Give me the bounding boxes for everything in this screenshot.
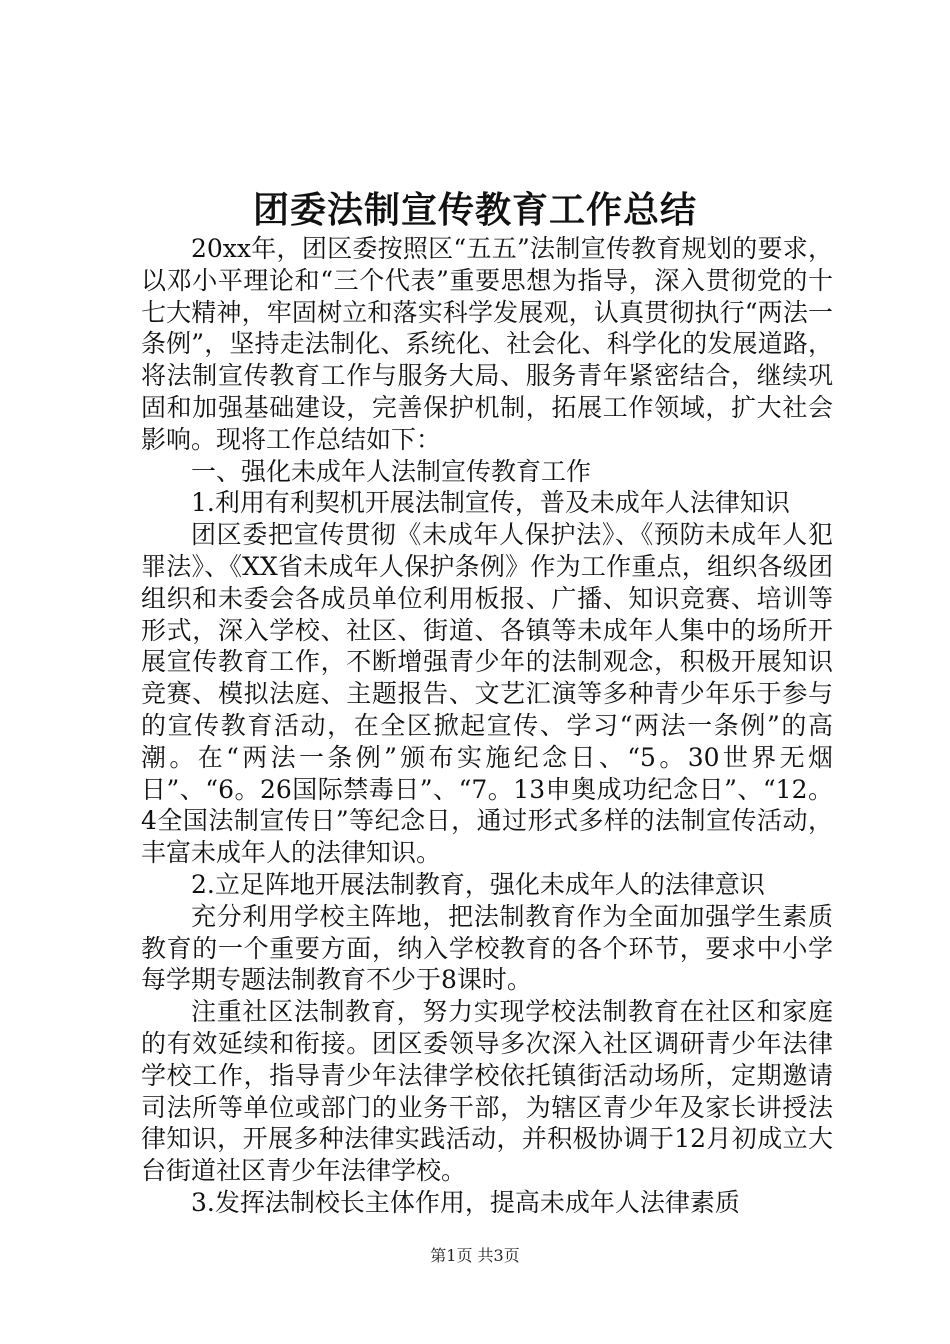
- document-body: [141, 233, 833, 1219]
- subheading-1-2: 2.立足阵地开展法制教育，强化未成年人的法律意识: [191, 869, 765, 899]
- paragraph-1-2-b: 注重社区法制教育，努力实现学校法制教育在社区和家庭的有效延续和衔接。团区委领导多次深入社区调研青少年法律学校工作，指导青少年法律学校依托镇街活动场所，定期邀请司法所等单位或部门的业务干部，为辖区青少年及家长讲授法律知识，开展多种法律实践活动，并积极协调于12月初成立大台街道社区青少年法律学校。: [141, 997, 833, 1186]
- paragraph-1-2-a: 充分利用学校主阵地，把法制教育作为全面加强学生素质教育的一个重要方面，纳入学校教育的各个环节，要求中小学每学期专题法制教育不少于8课时。: [141, 901, 833, 995]
- page-title: 团委法制宣传教育工作总结: [252, 189, 697, 231]
- subheading-1-3: 3.发挥法制校长主体作用，提高未成年人法律素质: [191, 1187, 740, 1217]
- paragraph-1-1: 团区委把宣传贯彻《未成年人保护法》、《预防未成年人犯罪法》、《XX省未成年人保护条例》作为工作重点，组织各级团组织和未委会各成员单位利用板报、广播、知识竞赛、培训等形式，深入学校、社区、街道、各镇等未成年人集中的场所开展宣传教育工作，不断增强青少年的法制观念，积极开展知识竞赛、模拟法庭、主题报告、文艺汇演等多种青少年乐于参与的宣传教育活动，在全区掀起宣传、学习“两法一条例”的高潮。在“两法一条例”颁布实施纪念日、“5。30世界无烟日”、“6。26国际禁毒日”、“7。13申奥成功纪念日”、“12。4全国法制宣传日”等纪念日，通过形式多样的法制宣传活动，丰富未成年人的法律知识。: [141, 520, 833, 868]
- section-heading-1: 一、强化未成年人法制宣传教育工作: [191, 456, 592, 486]
- page-indicator: 第1页 共3页: [430, 1246, 520, 1265]
- paragraph-intro: 20xx年，团区委按照区“五五”法制宣传教育规划的要求，以邓小平理论和“三个代表”重要思想为指导，深入贯彻党的十七大精神，牢固树立和落实科学发展观，认真贯彻执行“两法一条例”，坚持走法制化、系统化、社会化、科学化的发展道路，将法制宣传教育工作与服务大局、服务青年紧密结合，继续巩固和加强基础建设，完善保护机制，拓展工作领域，扩大社会影响。现将工作总结如下：: [141, 234, 833, 454]
- subheading-1-1: 1.利用有利契机开展法制宣传，普及未成年人法律知识: [191, 488, 790, 518]
